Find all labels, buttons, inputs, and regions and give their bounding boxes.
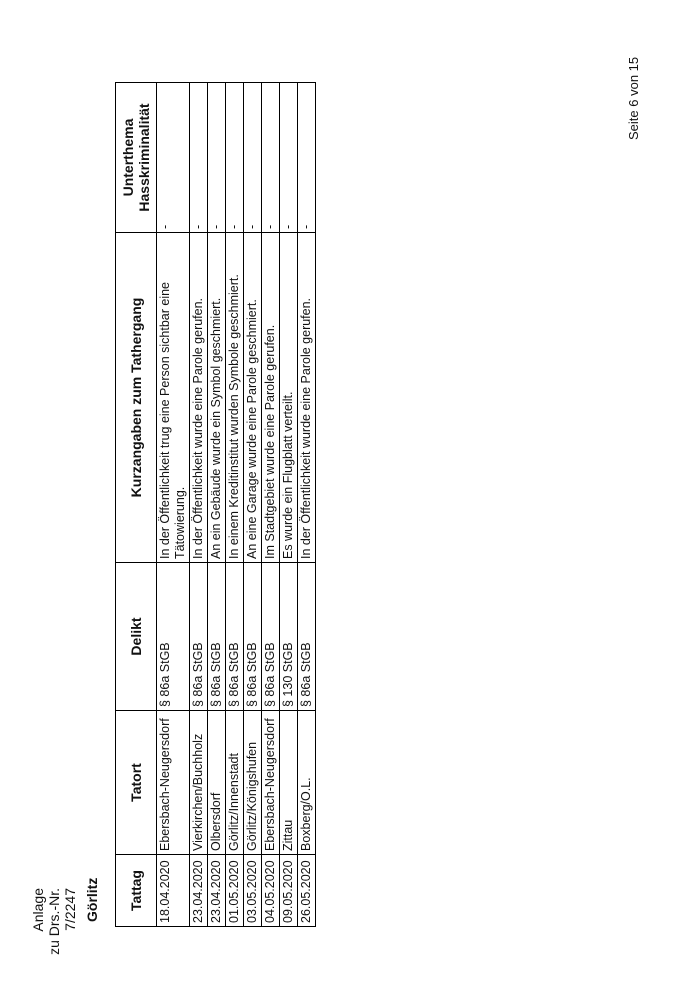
page-number: Seite 6 von 15 xyxy=(626,56,641,140)
table-header-row xyxy=(116,83,157,927)
cell-unterthema: - xyxy=(244,83,262,233)
table-row xyxy=(226,83,244,927)
cell-unterthema: - xyxy=(208,83,226,233)
cell-tattag: 23.04.2020 xyxy=(208,855,226,927)
cell-delikt: § 86a StGB xyxy=(226,563,244,711)
column-header: Delikt xyxy=(116,563,157,711)
cell-tathergang: In der Öffentlichkeit wurde eine Parole gerufen. xyxy=(190,233,208,563)
cell-delikt: § 86a StGB xyxy=(244,563,262,711)
table-row xyxy=(298,83,316,927)
table-row xyxy=(262,83,280,927)
cell-tattag: 26.05.2020 xyxy=(298,855,316,927)
cell-tatort: Görlitz/Königshufen xyxy=(244,711,262,855)
column-header: Kurzangaben zum Tathergang xyxy=(116,233,157,563)
cell-tattag: 03.05.2020 xyxy=(244,855,262,927)
cell-tathergang: An ein Gebäude wurde ein Symbol geschmiert. xyxy=(208,233,226,563)
cell-tattag: 09.05.2020 xyxy=(280,855,298,927)
cell-tattag: 18.04.2020 xyxy=(157,855,190,927)
cell-unterthema: - xyxy=(190,83,208,233)
cell-delikt: § 86a StGB xyxy=(298,563,316,711)
table-row xyxy=(244,83,262,927)
document-reference xyxy=(30,888,78,990)
cell-unterthema: - xyxy=(157,83,190,233)
cell-delikt: § 86a StGB xyxy=(157,563,190,711)
incident-table xyxy=(115,82,316,927)
cell-delikt: § 130 StGB xyxy=(280,563,298,711)
cell-delikt: § 86a StGB xyxy=(190,563,208,711)
table-row xyxy=(208,83,226,927)
anlage-label: Anlage xyxy=(30,888,46,932)
cell-tatort: Olbersdorf xyxy=(208,711,226,855)
cell-delikt: § 86a StGB xyxy=(262,563,280,711)
cell-tathergang: Im Stadtgebiet wurde eine Parole gerufen. xyxy=(262,233,280,563)
cell-tatort: Ebersbach-Neugersdorf xyxy=(262,711,280,855)
cell-tathergang: In einem Kreditinstitut wurden Symbole geschmiert. xyxy=(226,233,244,563)
cell-tattag: 01.05.2020 xyxy=(226,855,244,927)
drucksache-number: zu Drs.-Nr. 7/2247 xyxy=(46,888,78,955)
column-header: Tatort xyxy=(116,711,157,855)
cell-tatort: Vierkirchen/Buchholz xyxy=(190,711,208,855)
cell-tathergang: Es wurde ein Flugblatt verteilt. xyxy=(280,233,298,563)
region-heading: Görlitz xyxy=(84,877,100,922)
cell-unterthema: - xyxy=(298,83,316,233)
table-row xyxy=(157,83,190,927)
cell-tathergang: In der Öffentlichkeit trug eine Person sichtbar eine Tätowierung. xyxy=(157,233,190,563)
table-row xyxy=(280,83,298,927)
cell-unterthema: - xyxy=(226,83,244,233)
cell-tatort: Görlitz/Innenstadt xyxy=(226,711,244,855)
table-row xyxy=(190,83,208,927)
cell-tathergang: In der Öffentlichkeit wurde eine Parole gerufen. xyxy=(298,233,316,563)
cell-tattag: 04.05.2020 xyxy=(262,855,280,927)
cell-unterthema: - xyxy=(280,83,298,233)
cell-tatort: Boxberg/O.L. xyxy=(298,711,316,855)
cell-tathergang: An eine Garage wurde eine Parole geschmiert. xyxy=(244,233,262,563)
column-header: Unterthema Hasskriminalität xyxy=(116,83,157,233)
cell-unterthema: - xyxy=(262,83,280,233)
cell-tatort: Ebersbach-Neugersdorf xyxy=(157,711,190,855)
cell-tatort: Zittau xyxy=(280,711,298,855)
cell-delikt: § 86a StGB xyxy=(208,563,226,711)
cell-tattag: 23.04.2020 xyxy=(190,855,208,927)
column-header: Tattag xyxy=(116,855,157,927)
